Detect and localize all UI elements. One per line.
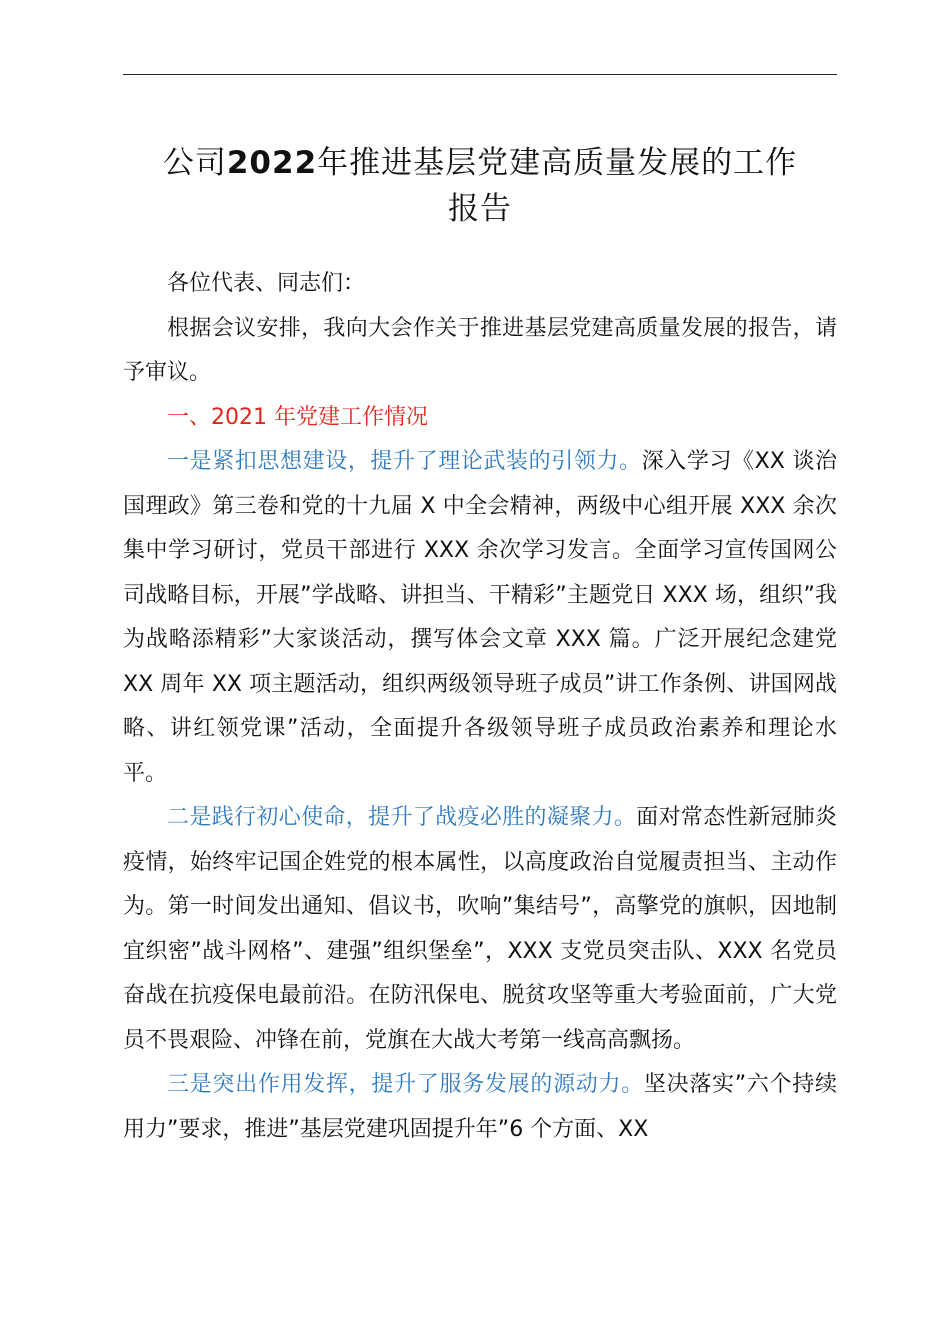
intro-paragraph: 根据会议安排，我向大会作关于推进基层党建高质量发展的报告，请予审议。 — [123, 315, 837, 385]
paragraph-text: 坚决落实”六个持续用力”要求，推进”基层党建巩固提升年”6 个方面、XX — [123, 1072, 837, 1142]
body-paragraph — [123, 796, 837, 1063]
paragraph-text: 深入学习《XX 谈治国理政》第三卷和党的十九届 X 中全会精神，两级中心组开展 XXX 余次集中学习研讨，党员干部进行 XXX 余次学习发言。全面学习宣传国网公司战略目标，开展”学战略、讲担当、干精彩”主题党日 XXX 场，组织”我为战略添精彩”大家谈活动，撰写体会文章 XXX 篇。广泛开展纪念建党 XX 周年 XX 项主题活动，组织两级领导班子成员”讲工作条例、讲国网战略、讲红领党课”活动，全面提升各级领导班子成员政治素养和理论水平。 — [123, 449, 837, 786]
title-line-2: 报告 — [448, 191, 512, 227]
header-rule — [123, 74, 837, 75]
paragraph-lead: 二是践行初心使命，提升了战疫必胜的凝聚力。 — [167, 805, 637, 830]
document-body — [123, 262, 837, 1152]
salutation: 各位代表、同志们： — [167, 271, 366, 296]
body-paragraph — [123, 440, 837, 796]
body-paragraph — [123, 1063, 837, 1152]
section-heading: 一、2021 年党建工作情况 — [167, 404, 428, 430]
paragraph-lead: 一是紧扣思想建设，提升了理论武装的引领力。 — [167, 449, 642, 474]
document-title — [110, 140, 850, 232]
title-line-1 — [110, 140, 850, 186]
title-prefix: 公司 — [162, 145, 227, 181]
paragraph-text: 面对常态性新冠肺炎疫情，始终牢记国企姓党的根本属性，以高度政治自觉履责担当、主动作为。第一时间发出通知、倡议书，吹响”集结号”，高擎党的旗帜，因地制宜织密”战斗网格”、建强”组织堡垒”，XXX 支党员突击队、XXX 名党员奋战在抗疫保电最前沿。在防汛保电、脱贫攻坚等重大考验面前，广大党员不畏艰险、冲锋在前，党旗在大战大考第一线高高飘扬。 — [123, 805, 837, 1053]
title-year: 2022 — [226, 145, 318, 181]
paragraph-lead: 三是突出作用发挥，提升了服务发展的源动力。 — [167, 1072, 644, 1097]
title-suffix: 年推进基层党建高质量发展的工作 — [317, 145, 798, 181]
